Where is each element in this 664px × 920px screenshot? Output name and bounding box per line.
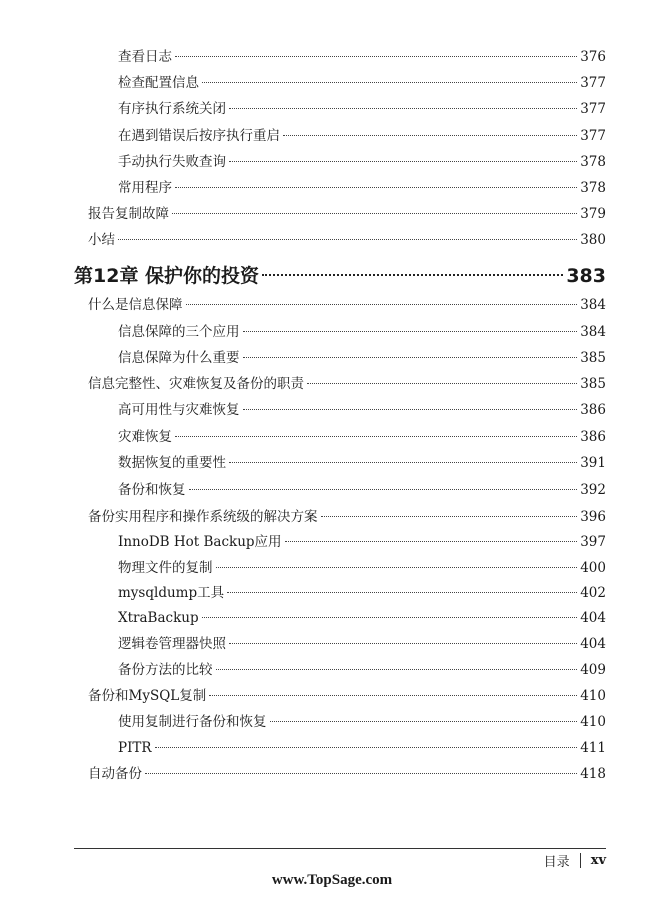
toc-entry[interactable] [88, 687, 606, 705]
toc-entry[interactable] [118, 739, 606, 757]
toc-entry[interactable] [88, 296, 606, 314]
toc-page-number: 385 [580, 350, 606, 366]
toc-entry[interactable] [118, 661, 606, 679]
toc-entry[interactable] [118, 127, 606, 145]
dot-leader [243, 409, 578, 410]
toc-entry-title: 高可用性与灾难恢复 [118, 402, 240, 418]
toc-entry[interactable] [118, 454, 606, 472]
toc-entry-title: 备份和MySQL复制 [88, 688, 207, 704]
footer-section-label: 目录 [543, 855, 570, 870]
dot-leader [155, 747, 578, 748]
toc-entry-title: 信息保障为什么重要 [118, 350, 240, 366]
dot-leader [216, 669, 578, 670]
toc-page-number: 411 [580, 740, 606, 756]
toc-entry-title: 小结 [88, 232, 115, 248]
toc-entry[interactable] [118, 349, 606, 367]
toc-page-number: 385 [580, 376, 606, 392]
toc-entry-title: 报告复制故障 [88, 206, 169, 222]
toc-entry-title: 手动执行失败查询 [118, 154, 226, 170]
toc-page-number: 380 [580, 232, 606, 248]
toc-entry[interactable] [88, 205, 606, 223]
toc-page-number: 386 [580, 429, 606, 445]
dot-leader [227, 592, 577, 593]
toc-page-number: 402 [580, 585, 606, 601]
toc-entry-title: 备份实用程序和操作系统级的解决方案 [88, 509, 318, 525]
toc-entry[interactable] [118, 584, 606, 602]
dot-leader [186, 304, 578, 305]
toc-entry-title: 常用程序 [118, 180, 172, 196]
footer-separator [580, 853, 581, 868]
toc-entry[interactable] [118, 533, 606, 551]
toc-entry-title: PITR [118, 740, 152, 756]
toc-page-number: 377 [580, 101, 606, 117]
toc-entry[interactable] [118, 401, 606, 419]
toc-page-number: 397 [580, 534, 606, 550]
toc-entry-title: XtraBackup [118, 610, 199, 626]
toc-entry[interactable] [118, 153, 606, 171]
toc-entry-title: 信息完整性、灾难恢复及备份的职责 [88, 376, 304, 392]
dot-leader [285, 541, 578, 542]
toc-entry-title: 信息保障的三个应用 [118, 324, 240, 340]
toc-entry[interactable] [118, 100, 606, 118]
toc-entry-title: InnoDB Hot Backup应用 [118, 534, 282, 550]
toc-entry[interactable] [88, 765, 606, 783]
dot-leader [243, 357, 578, 358]
toc-entry[interactable] [118, 179, 606, 197]
dot-leader [172, 213, 577, 214]
dot-leader [202, 82, 577, 83]
toc-entry-title: 查看日志 [118, 49, 172, 65]
toc-entry-title: 有序执行系统关闭 [118, 101, 226, 117]
toc-entry[interactable] [118, 481, 606, 499]
toc-entry[interactable] [88, 231, 606, 249]
toc-page-number: 378 [580, 154, 606, 170]
running-footer [544, 851, 606, 870]
footer-divider [74, 848, 606, 849]
toc-entry[interactable] [118, 428, 606, 446]
toc-chapter-entry[interactable] [74, 264, 606, 288]
dot-leader [145, 773, 577, 774]
dot-leader [283, 135, 577, 136]
toc-page-number: 384 [580, 324, 606, 340]
dot-leader [270, 721, 578, 722]
dot-leader [229, 161, 577, 162]
dot-leader [189, 489, 578, 490]
toc-page-number: 404 [580, 610, 606, 626]
toc-page-number: 379 [580, 206, 606, 222]
footer-page-number: xv [590, 853, 606, 868]
toc-entry[interactable] [118, 609, 606, 627]
toc-page-number: 376 [580, 49, 606, 65]
toc-entry-title: 数据恢复的重要性 [118, 455, 226, 471]
toc-page-number: 377 [580, 75, 606, 91]
dot-leader [229, 108, 577, 109]
dot-leader [243, 331, 578, 332]
dot-leader [202, 617, 578, 618]
dot-leader [209, 695, 577, 696]
toc-page-number: 377 [580, 128, 606, 144]
dot-leader [262, 274, 563, 276]
toc-page-number: 396 [580, 509, 606, 525]
toc-page-number: 410 [580, 714, 606, 730]
dot-leader [216, 567, 578, 568]
toc-entry-title: 备份方法的比较 [118, 662, 213, 678]
toc-entry[interactable] [118, 559, 606, 577]
toc-entry[interactable] [88, 508, 606, 526]
toc-entry-title: mysqldump工具 [118, 585, 225, 601]
toc-page-number: 409 [580, 662, 606, 678]
toc-page-number: 410 [580, 688, 606, 704]
toc-page-number: 386 [580, 402, 606, 418]
toc-entry-title: 什么是信息保障 [88, 297, 183, 313]
toc-entry[interactable] [118, 635, 606, 653]
dot-leader [229, 462, 577, 463]
toc-page-number: 391 [580, 455, 606, 471]
toc-page-number: 384 [580, 297, 606, 313]
dot-leader [175, 436, 577, 437]
toc-entry-title: 备份和恢复 [118, 482, 186, 498]
toc-entry-title: 使用复制进行备份和恢复 [118, 714, 267, 730]
toc-page-number: 404 [580, 636, 606, 652]
dot-leader [175, 187, 577, 188]
toc-page-number: 400 [580, 560, 606, 576]
toc-page-number: 383 [566, 265, 606, 287]
dot-leader [229, 643, 577, 644]
toc-entry-title: 检查配置信息 [118, 75, 199, 91]
dot-leader [307, 383, 577, 384]
toc-entry-title: 在遇到错误后按序执行重启 [118, 128, 280, 144]
toc-page-number: 378 [580, 180, 606, 196]
dot-leader [175, 56, 577, 57]
toc-entry-title: 第12章 保护你的投资 [74, 265, 260, 287]
toc-entry[interactable] [118, 74, 606, 92]
toc-entry-title: 灾难恢复 [118, 429, 172, 445]
site-watermark[interactable]: www.TopSage.com [271, 872, 393, 888]
toc-page-number: 418 [580, 766, 606, 782]
toc-entry-title: 逻辑卷管理器快照 [118, 636, 226, 652]
toc-entry-title: 物理文件的复制 [118, 560, 213, 576]
toc-entry-title: 自动备份 [88, 766, 142, 782]
toc-page-number: 392 [580, 482, 606, 498]
toc-entry[interactable] [118, 48, 606, 66]
dot-leader [321, 516, 578, 517]
toc-entry[interactable] [118, 323, 606, 341]
dot-leader [118, 239, 577, 240]
toc-entry[interactable] [118, 713, 606, 731]
toc-entry[interactable] [88, 375, 606, 393]
